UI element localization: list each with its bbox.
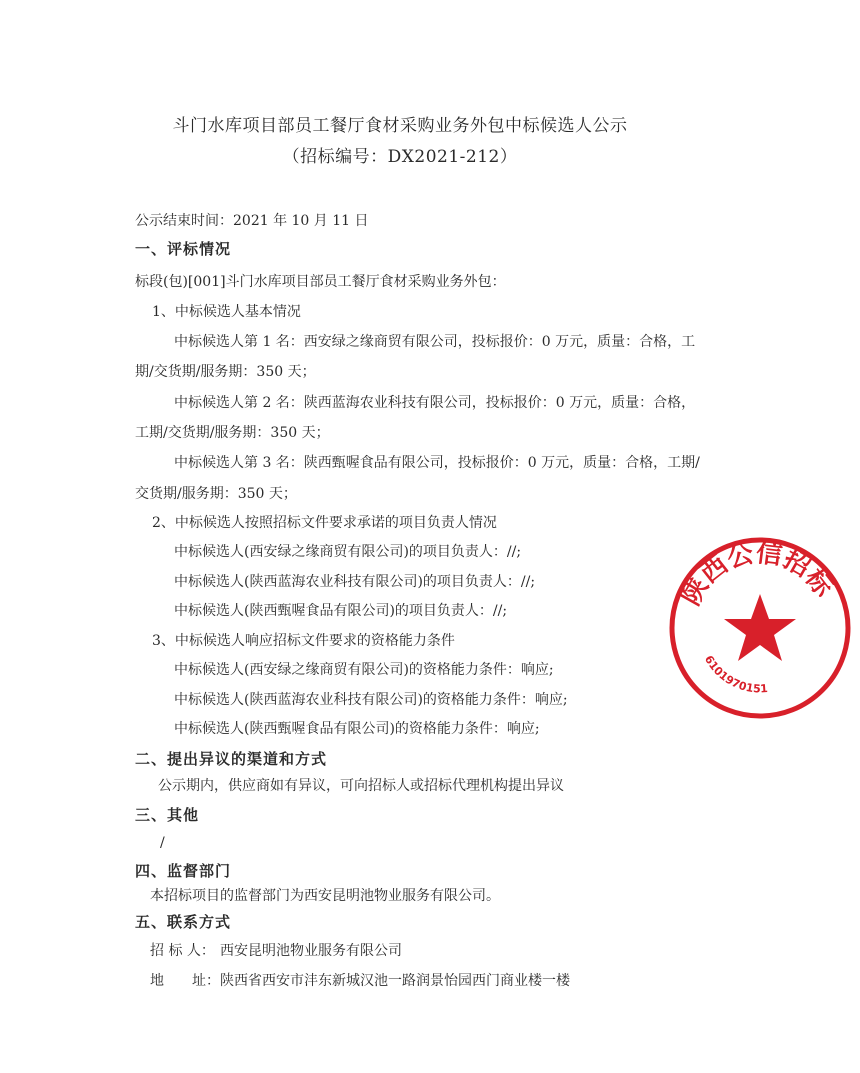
manager-candidate-1: 中标候选人(西安绿之缘商贸有限公司)的项目负责人：//; — [174, 544, 522, 560]
candidate-2-line-1: 中标候选人第 2 名：陕西蓝海农业科技有限公司，投标报价：0 万元，质量：合格， — [174, 395, 696, 411]
qualification-candidate-1: 中标候选人(西安绿之缘商贸有限公司)的资格能力条件：响应; — [174, 662, 554, 678]
candidate-3-line-1: 中标候选人第 3 名：陕西甄喔食品有限公司，投标报价：0 万元，质量：合格，工期/ — [174, 455, 700, 471]
candidate-2-line-2: 工期/交货期/服务期：350 天； — [135, 425, 330, 441]
candidate-3-line-2: 交货期/服务期：350 天； — [135, 486, 297, 502]
section-objection-heading: 二、提出异议的渠道和方式 — [135, 750, 328, 768]
section-supervision-heading: 四、监督部门 — [135, 862, 232, 880]
company-seal — [660, 528, 860, 728]
document-title: 斗门水库项目部员工餐厅食材采购业务外包中标候选人公示 — [172, 116, 628, 136]
section-contact-heading: 五、联系方式 — [135, 913, 232, 931]
qualification-candidate-2: 中标候选人(陕西蓝海农业科技有限公司)的资格能力条件：响应; — [174, 692, 568, 708]
tenderer-label: 招 标 人： — [150, 943, 215, 959]
objection-body: 公示期内，供应商如有异议，可向招标人或招标代理机构提出异议 — [158, 778, 564, 794]
tender-number: （招标编号：DX2021-212） — [282, 147, 518, 167]
manager-candidate-3: 中标候选人(陕西甄喔食品有限公司)的项目负责人：//; — [174, 603, 508, 619]
seal-number: 6101970151 — [701, 653, 769, 696]
candidate-1-line-1: 中标候选人第 1 名：西安绿之缘商贸有限公司，投标报价：0 万元，质量：合格，工 — [174, 334, 696, 350]
candidates-basic-info-title: 1、中标候选人基本情况 — [152, 304, 301, 320]
candidate-1-line-2: 期/交货期/服务期：350 天； — [135, 364, 316, 380]
project-managers-title: 2、中标候选人按照招标文件要求承诺的项目负责人情况 — [152, 515, 497, 531]
notice-end-time: 公示结束时间：2021 年 10 月 11 日 — [135, 213, 369, 229]
address-label: 地 址： — [150, 973, 220, 989]
lot-description: 标段(包)[001]斗门水库项目部员工餐厅食材采购业务外包： — [135, 274, 506, 290]
section-other-heading: 三、其他 — [135, 806, 200, 824]
address-value: 陕西省西安市沣东新城汉池一路润景怡园西门商业楼一楼 — [220, 973, 570, 989]
tenderer-value: 西安昆明池物业服务有限公司 — [220, 943, 402, 959]
manager-candidate-2: 中标候选人(陕西蓝海农业科技有限公司)的项目负责人：//; — [174, 574, 536, 590]
star-icon — [724, 594, 796, 661]
qualification-title: 3、中标候选人响应招标文件要求的资格能力条件 — [152, 633, 455, 649]
supervision-body: 本招标项目的监督部门为西安昆明池物业服务有限公司。 — [150, 888, 500, 904]
qualification-candidate-3: 中标候选人(陕西甄喔食品有限公司)的资格能力条件：响应; — [174, 721, 540, 737]
other-body: / — [160, 835, 165, 851]
section-evaluation-heading: 一、评标情况 — [135, 240, 232, 258]
seal-text: 陕西公信招标 — [676, 538, 839, 611]
